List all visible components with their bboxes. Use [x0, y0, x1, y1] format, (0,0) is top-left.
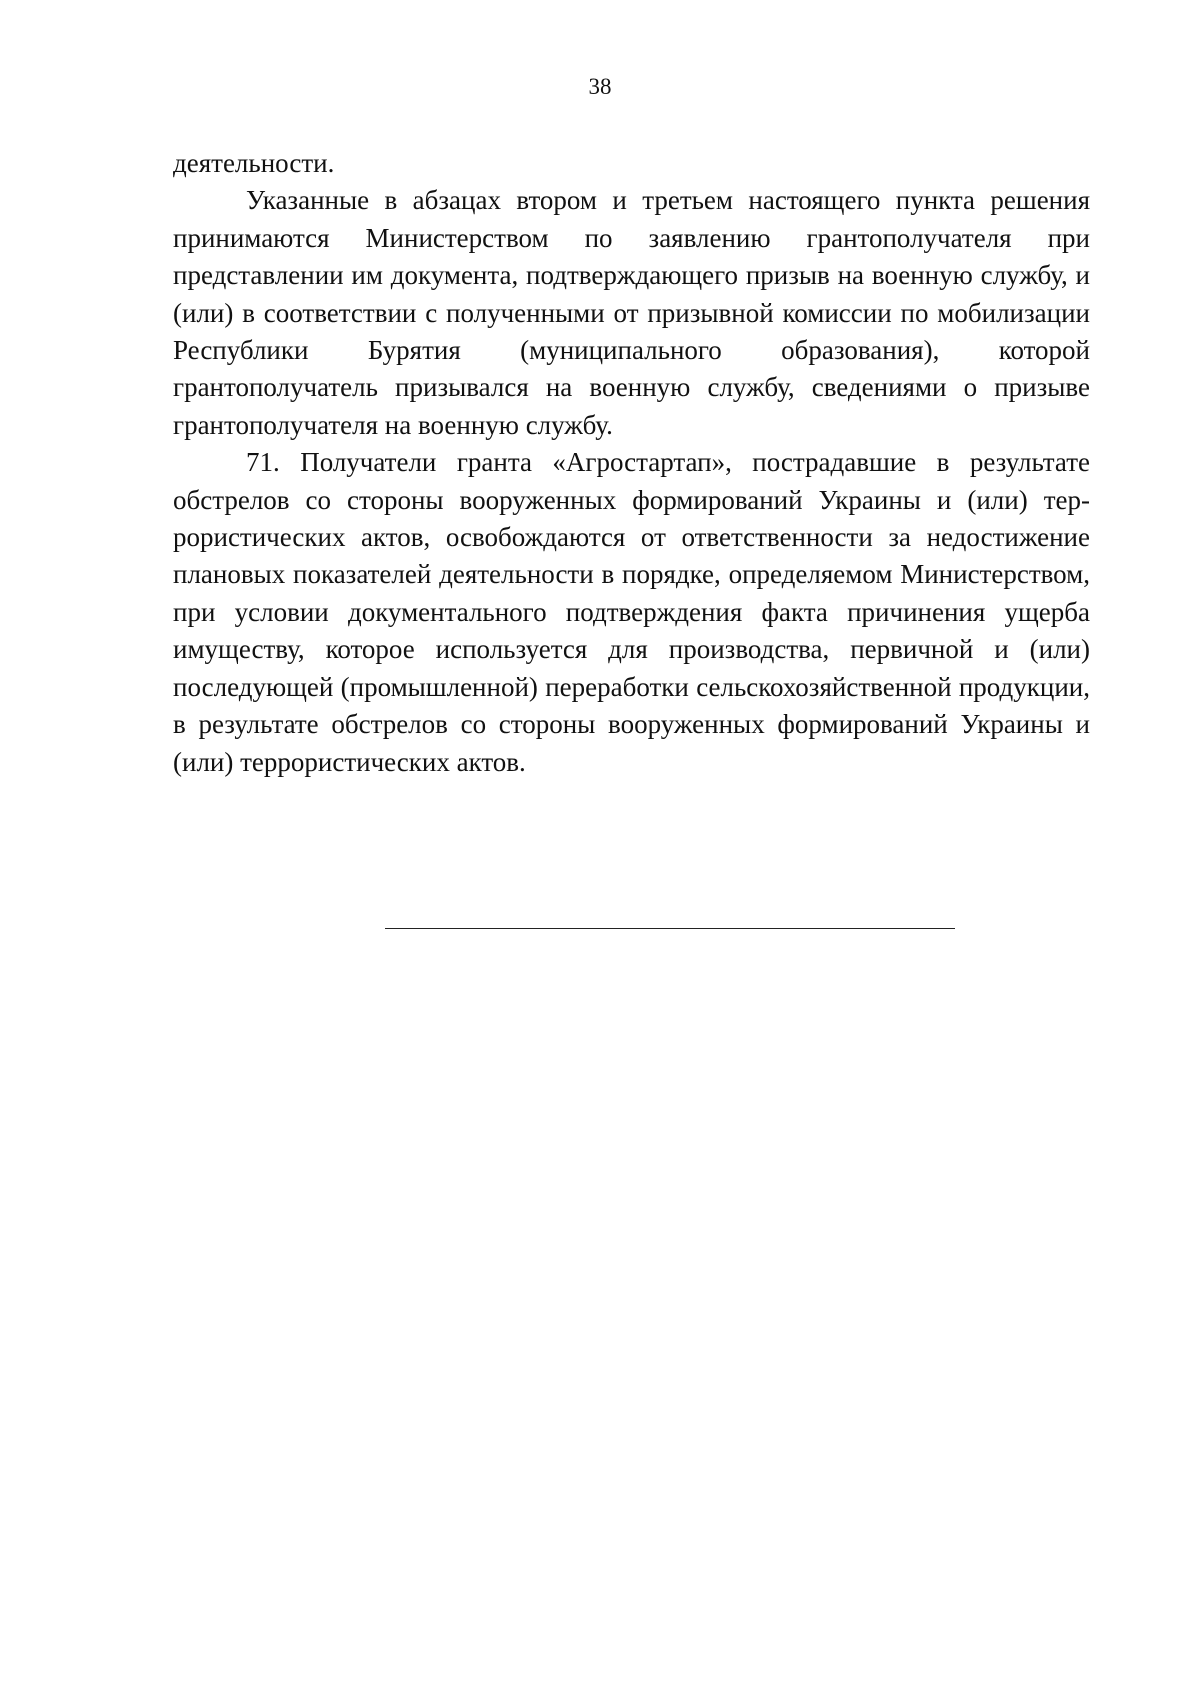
document-body	[173, 145, 1090, 781]
paragraph-decisions: Указанные в абзацах втором и третьем настоящего пункта решения принимаются Министерством по заявлению грантополучателя при представлении им документа, подтверждающего призыв на военную службу, и (или) в соответствии с полученными от призывной комиссии по мобилизации Республики Бурятия (муниципального образования), которой грантополучатель призывался на военную службу, сведениями о призыве грантополучателя на военную службу.	[173, 185, 1090, 440]
page-number: 38	[588, 74, 612, 99]
end-separator-line	[385, 928, 955, 929]
paragraph-item-71: 71. Получатели гранта «Агростартап», пострадавшие в результате обстрелов со стороны вооруженных формирований Украины и (или) террористических актов, освобождаются от ответственности за недостижение плановых показателей деятельности в порядке, определяемом Министерством, при условии документального подтверждения факта причинения ущерба имуществу, которое используется для производства, первичной и (или) последующей (промышленной) переработки сельскохозяйственной продукции, в результате обстрелов со стороны вооруженных формирований Украины и (или) террористических актов.	[173, 447, 1090, 777]
paragraph-continuation: деятельности.	[173, 148, 335, 178]
